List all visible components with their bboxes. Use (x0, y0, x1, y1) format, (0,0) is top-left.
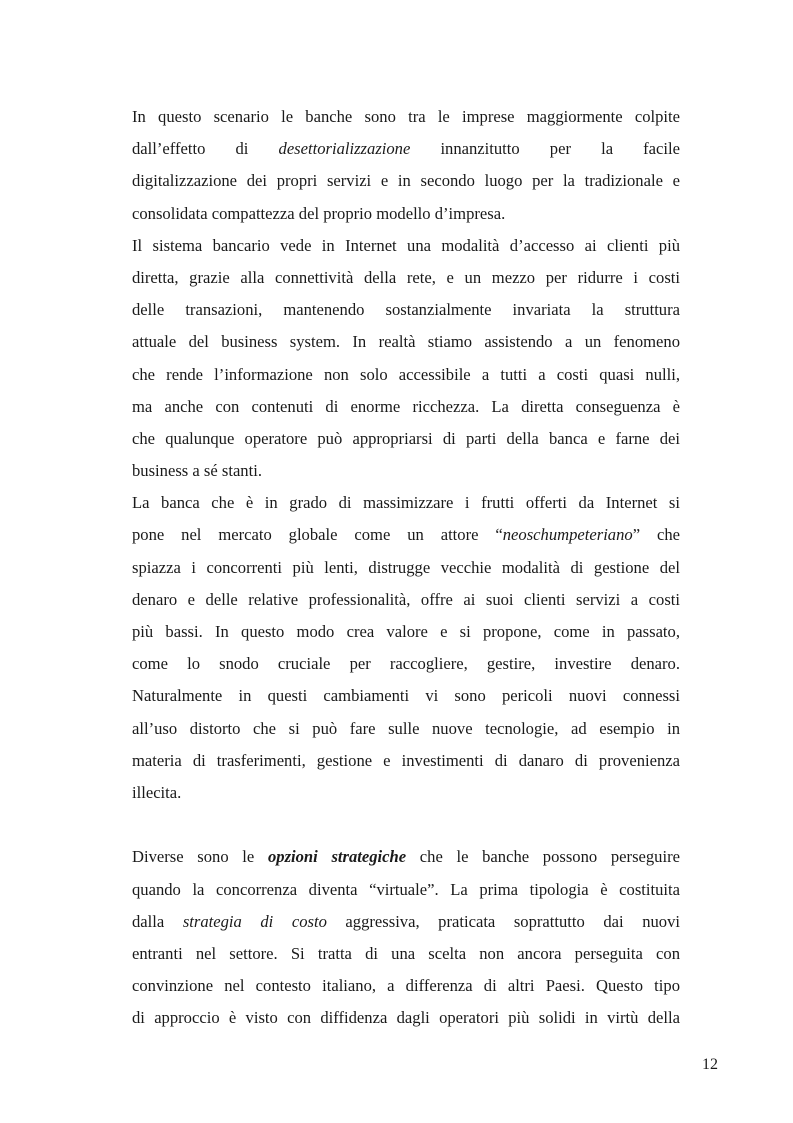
italic-term: neoschumpeteriano (502, 525, 633, 545)
text-line: attuale del business system. In realtà stiamo assistendo a un fenomeno (132, 332, 680, 352)
text-line: ma anche con contenuti di enorme ricchezza. La diretta conseguenza è (132, 396, 680, 416)
text-run: che le banche possono perseguire (406, 847, 680, 867)
text-run: dalla (132, 911, 183, 931)
text-run: aggressiva, praticata soprattutto dai nuovi (326, 911, 681, 931)
text-line (132, 906, 680, 938)
text-line: spiazza i concorrenti più lenti, distrugge vecchie modalità di gestione del (132, 557, 680, 577)
text-line (132, 841, 680, 873)
text-line (132, 519, 680, 551)
text-line: illecita. (132, 782, 182, 802)
text-line (132, 133, 680, 165)
paragraph-1 (132, 101, 680, 230)
text-line: che rende l’informazione non solo accessibile a tutti a costi quasi nulli, (132, 364, 680, 384)
text-line: come lo snodo cruciale per raccogliere, gestire, investire denaro. (132, 654, 680, 674)
bold-italic-term: opzioni strategiche (267, 847, 407, 867)
italic-term: desettorializzazione (278, 139, 411, 159)
text-line: digitalizzazione dei propri servizi e in secondo luogo per la tradizionale e (132, 171, 680, 191)
text-line: diretta, grazie alla connettività della rete, e un mezzo per ridurre i costi (132, 267, 680, 287)
text-line: Il sistema bancario vede in Internet una modalità d’accesso ai clienti più (132, 235, 680, 255)
text-line: quando la concorrenza diventa “virtuale”. La prima tipologia è costituita (132, 879, 680, 899)
text-line: delle transazioni, mantenendo sostanzialmente invariata la struttura (132, 300, 680, 320)
text-run: dall’effetto di (132, 139, 279, 159)
text-line: all’uso distorto che si può fare sulle nuove tecnologie, ad esempio in (132, 718, 680, 738)
paragraph-spacer (132, 809, 680, 841)
text-line: più bassi. In questo modo crea valore e si propone, come in passato, (132, 622, 680, 641)
italic-term: strategia di costo (182, 911, 327, 931)
text-line: denaro e delle relative professionalità, offre ai suoi clienti servizi a costi (132, 589, 680, 609)
paragraph-3 (132, 487, 680, 809)
text-run: Diverse sono le (132, 847, 268, 867)
text-line: La banca che è in grado di massimizzare i frutti offerti da Internet si (132, 493, 680, 513)
text-line: che qualunque operatore può appropriarsi di parti della banca e farne dei (132, 428, 680, 448)
text-line: consolidata compattezza del proprio modello d’impresa. (132, 203, 506, 223)
text-line: In questo scenario le banche sono tra le imprese maggiormente colpite (132, 107, 680, 126)
paragraph-4 (132, 841, 680, 1034)
page-number: 12 (702, 1056, 718, 1073)
text-run: pone nel mercato globale come un attore “ (132, 525, 503, 545)
paragraph-2 (132, 230, 680, 488)
text-line: business a sé stanti. (132, 461, 262, 481)
text-run: ” che (632, 525, 680, 545)
text-run: innanzitutto per la facile (410, 139, 680, 159)
text-line: Naturalmente in questi cambiamenti vi sono pericoli nuovi connessi (132, 686, 680, 706)
text-line: di approccio è visto con diffidenza dagli operatori più solidi in virtù della (132, 1008, 680, 1028)
text-line: convinzione nel contesto italiano, a differenza di altri Paesi. Questo tipo (132, 976, 680, 996)
page-body (132, 101, 680, 1034)
text-line: entranti nel settore. Si tratta di una scelta non ancora perseguita con (132, 943, 680, 963)
text-line: materia di trasferimenti, gestione e investimenti di danaro di provenienza (132, 750, 680, 770)
